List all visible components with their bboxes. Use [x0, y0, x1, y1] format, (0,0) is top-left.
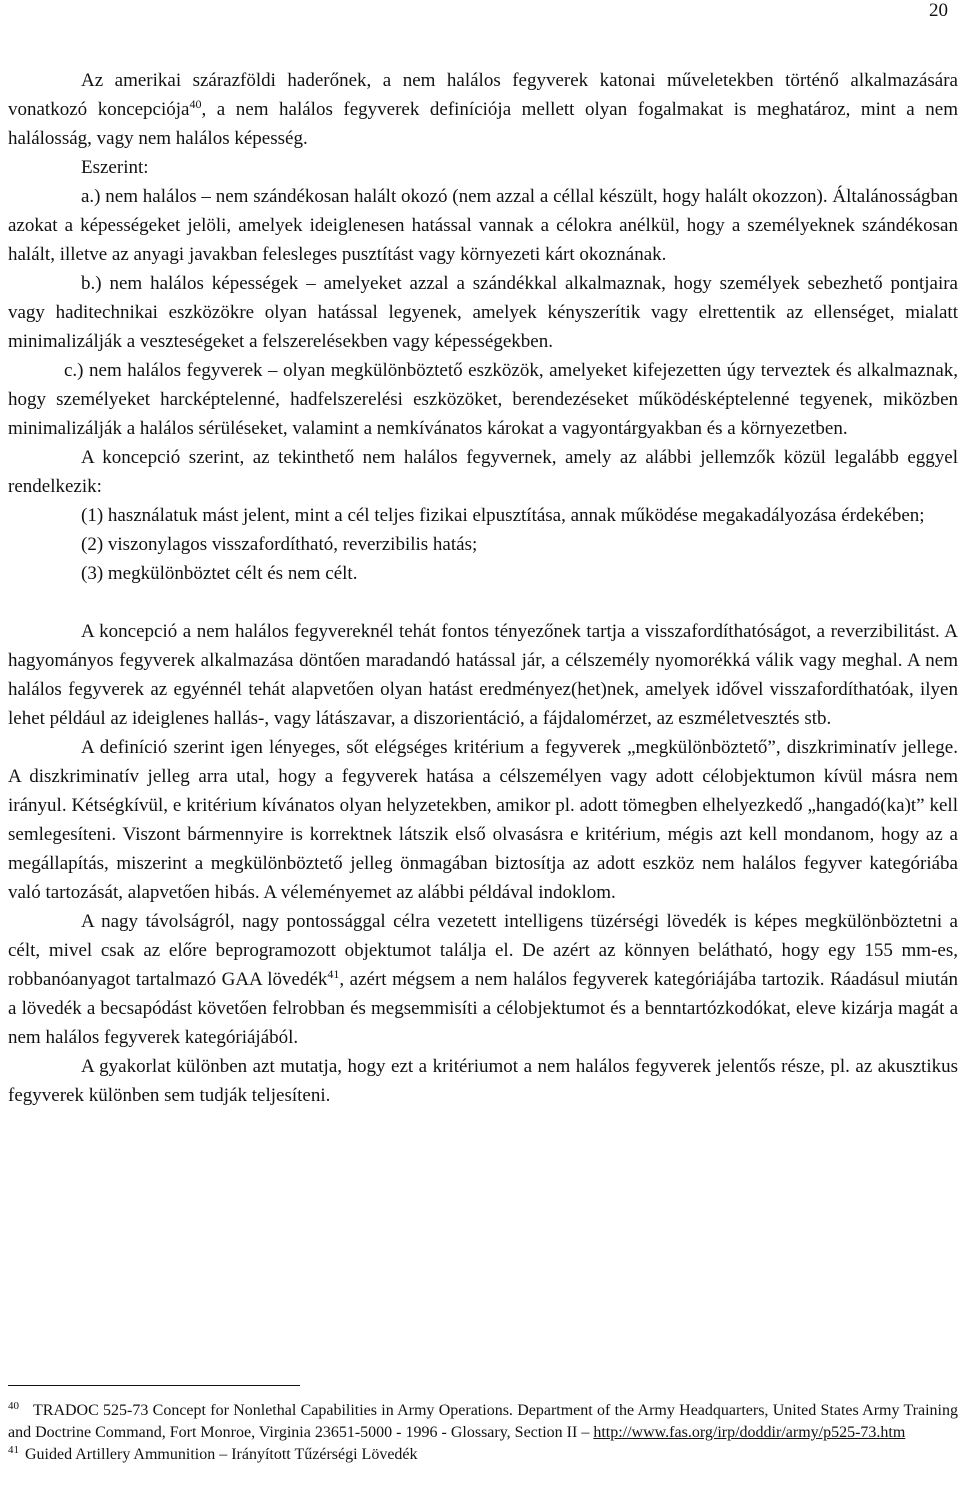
main-text	[8, 66, 958, 1110]
criteria-item-1: (1) használatuk mást jelent, mint a cél teljes fizikai elpusztítása, annak működése megakadályozása érdekében;	[81, 505, 925, 526]
footnote-40-mark: 40	[8, 1400, 19, 1412]
footnote-40-text: TRADOC 525-73 Concept for Nonlethal Capabilities in Army Operations. Department of the Army Headquarters, United States Army Training and Doctrine Command, Fort Monroe, Virginia 23651-5000 - 1996 - Glossary, Section II –	[8, 1402, 958, 1441]
footnote-ref-41[interactable]: 41	[327, 967, 340, 981]
paragraph-artillery-text-cont: , azért mégsem a nem halálos fegyverek kategóriájába tartozik. Ráadásul miután a lövedék a becsapódást követően felrobban és megsemmisíti a célobjektumot és a benntartózkodókat, eleve kizárja magát a nem halálos fegyverek kategóriájából.	[8, 969, 958, 1048]
paragraph-reversibility: A koncepció a nem halálos fegyvereknél tehát fontos tényezőnek tartja a visszafordíthatóságot, a reverzibilitást. A hagyományos fegyverek alkalmazása döntően maradandó hatással jár, a célszemély nyomorékká válik vagy meghal. A nem halálos fegyverek az egyénnél tehát alapvetően olyan hatást eredményez(het)nek, amelyek idővel visszafordíthatóak, ilyen lehet például az ideiglenes hallás-, vagy látászavar, a diszorientáció, a fájdalomérzet, az eszméletvesztés stb.	[8, 621, 958, 729]
paragraph-intro	[8, 66, 958, 153]
footnotes	[8, 1400, 958, 1466]
paragraph-eszerint: Eszerint:	[81, 157, 149, 178]
definition-c: c.) nem halálos fegyverek – olyan megkülönböztető eszközök, amelyeket kifejezetten úgy terveztek és alkalmaznak, hogy személyeket harcképtelenné, hadfelszerelési eszközöket, berendezéseket működésképtelenné tegyenek, miközben minimalizálják a halálos sérüléseket, valamint a nemkívánatos károkat a vagyontárgyakban és a környezetben.	[8, 360, 958, 439]
footnote-41-mark: 41	[8, 1444, 19, 1456]
footnote-41-text: Guided Artillery Ammunition – Irányított Tűzérségi Lövedék	[25, 1446, 418, 1463]
footnote-ref-40[interactable]: 40	[189, 97, 202, 111]
paragraph-intro-text: Az amerikai szárazföldi haderőnek, a nem halálos fegyverek katonai műveletekben történő alkalmazására vonatkozó koncepciója	[8, 70, 958, 120]
footnote-divider	[8, 1385, 300, 1386]
paragraph-discrimination: A definíció szerint igen lényeges, sőt elégséges kritérium a fegyverek „megkülönböztető”, diszkriminatív jellege. A diszkriminatív jelleg arra utal, hogy a fegyverek hatása a célszemélyen vagy adott célobjektumon kívül másra nem irányul. Kétségkívül, e kritérium kívánatos olyan helyzetekben, amikor pl. adott tömegben elhelyezkedő „hangadó(ka)t” kell semlegesíteni. Viszont bármennyire is korrektnek látszik első olvasásra e kritérium, mégis azt kell mondanom, hogy az a megállapítás, miszerint a megkülönböztető jelleg önmagában biztosítja az adott eszköz nem halálos fegyver kategóriába való tartozását, alapvetően hibás. A véleményemet az alábbi példával indoklom.	[8, 737, 958, 903]
paragraph-artillery-example	[8, 907, 958, 1052]
paragraph-criteria: A koncepció szerint, az tekinthető nem halálos fegyvernek, amely az alábbi jellemzők közül legalább eggyel rendelkezik:	[8, 447, 958, 497]
paragraph-practice: A gyakorlat különben azt mutatja, hogy ezt a kritériumot a nem halálos fegyverek jelentős része, pl. az akusztikus fegyverek különben sem tudják teljesíteni.	[8, 1056, 958, 1106]
paragraph-artillery-text: A nagy távolságról, nagy pontossággal célra vezetett intelligens tüzérségi lövedék is képes megkülönböztetni a célt, mivel csak az előre beprogramozott objektumot találja el. De azért az könnyen belátható, hogy egy 155 mm-es, robbanóanyagot tartalmazó GAA lövedék	[8, 911, 958, 990]
criteria-item-3: (3) megkülönböztet célt és nem célt.	[81, 563, 358, 584]
definition-b: b.) nem halálos képességek – amelyeket azzal a szándékkal alkalmaznak, hogy személyek sebezhető pontjaira vagy haditechnikai eszközökre olyan hatással legyenek, amelyek kényszerítik vagy elrettentik az ellenséget, mialatt minimalizálják a veszteségeket a felszerelésekben vagy képességekben.	[8, 273, 958, 352]
footnote-40-link[interactable]: http://www.fas.org/irp/doddir/army/p525-73.htm	[593, 1424, 906, 1441]
definition-a: a.) nem halálos – nem szándékosan halált okozó (nem azzal a céllal készült, hogy halált okozzon). Általánosságban azokat a képességeket jelöli, amelyek ideiglenesen hatással vannak a célokra anélkül, hogy a személyeknek szándékosan halált, illetve az anyagi javakban felesleges pusztítást vagy környezeti kárt okoznának.	[8, 186, 958, 265]
footnote-41	[8, 1444, 958, 1466]
page-number: 20	[929, 0, 948, 21]
paragraph-intro-text-cont: , a nem halálos fegyverek definíciója mellett olyan fogalmakat is meghatároz, mint a nem halálosság, vagy nem halálos képesség.	[8, 99, 958, 149]
footnote-40	[8, 1400, 958, 1444]
criteria-item-2: (2) viszonylagos visszafordítható, reverzibilis hatás;	[81, 534, 478, 555]
